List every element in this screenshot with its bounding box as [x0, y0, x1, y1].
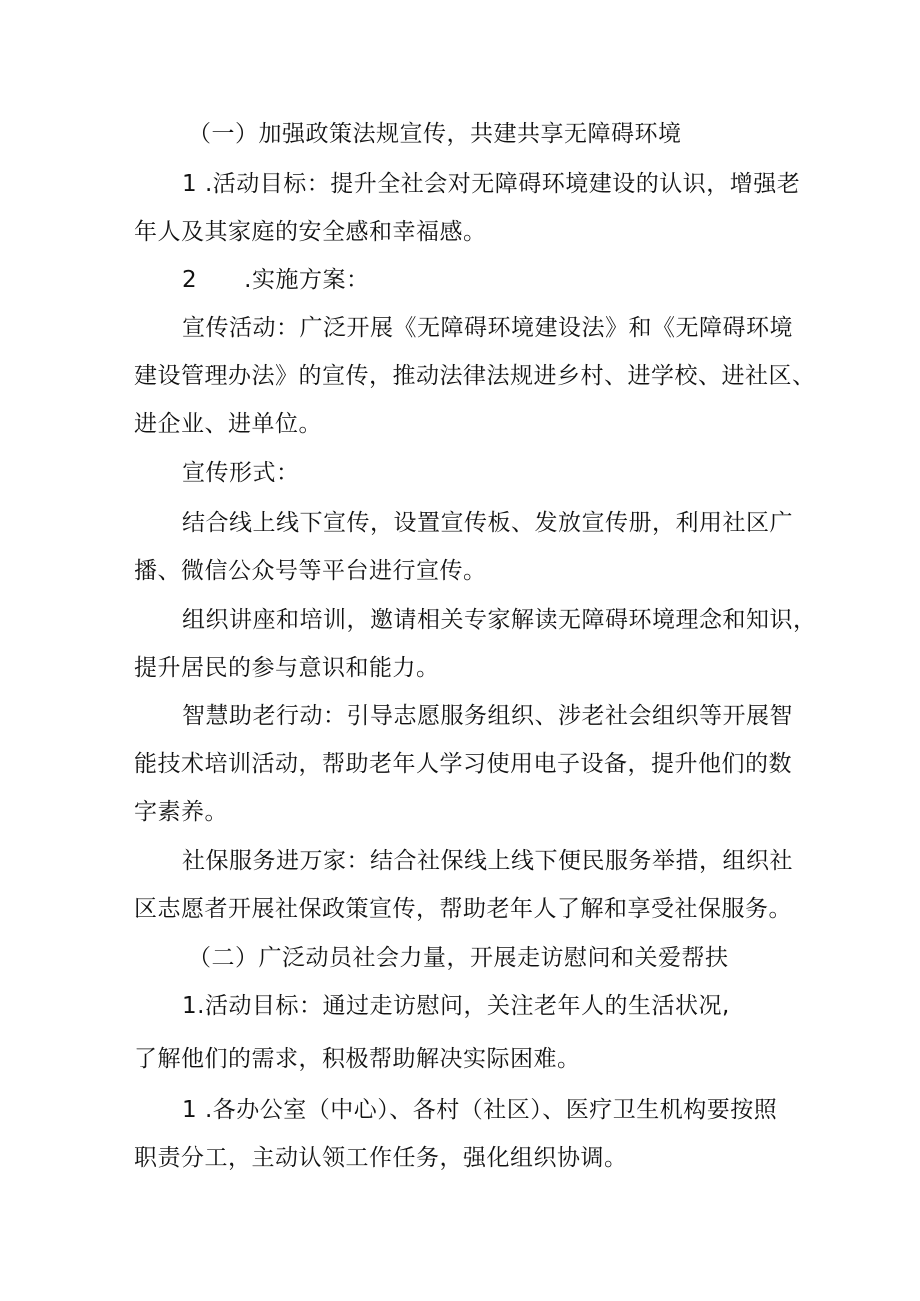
paragraph-line: 进企业、进单位。: [134, 411, 322, 437]
paragraph-line: 结合线上线下宣传，设置宣传板、发放宣传册，利用社区广: [182, 510, 793, 536]
paragraph-line: 1 .活动目标：提升全社会对无障碍环境建设的认识，增强老: [182, 171, 801, 197]
paragraph-line: 宣传形式：: [182, 460, 300, 486]
paragraph-line: 1.活动目标：通过走访慰问，关注老年人的生活状况,: [182, 993, 730, 1019]
paragraph-line: 组织讲座和培训，邀请相关专家解读无障碍环境理念和知识，: [182, 607, 817, 633]
paragraph-line: 年人及其家庭的安全感和幸福感。: [134, 219, 487, 245]
paragraph-line: 2 .实施方案：: [182, 267, 370, 293]
paragraph-line: 字素养。: [134, 799, 228, 825]
paragraph-line: 职责分工，主动认领工作任务，强化组织协调。: [134, 1145, 628, 1171]
section-heading-2: （二）广泛动员社会力量，开展走访慰问和关爱帮扶: [188, 945, 729, 971]
paragraph-line: 能技术培训活动，帮助老年人学习使用电子设备，提升他们的数: [134, 751, 792, 777]
paragraph-line: 智慧助老行动：引导志愿服务组织、涉老社会组织等开展智: [182, 703, 793, 729]
paragraph-line: 区志愿者开展社保政策宣传，帮助老年人了解和享受社保服务。: [134, 896, 792, 922]
section-heading-1: （一）加强政策法规宣传，共建共享无障碍环境: [188, 121, 682, 147]
paragraph-line: 建设管理办法》的宣传，推动法律法规进乡村、进学校、进社区、: [134, 363, 816, 389]
paragraph-line: 了解他们的需求，积极帮助解决实际困难。: [134, 1046, 581, 1072]
paragraph-line: 1 .各办公室（中心）、各村（社区）、医疗卫生机构要按照: [182, 1097, 778, 1123]
paragraph-line: 提升居民的参与意识和能力。: [134, 655, 440, 681]
paragraph-line: 播、微信公众号等平台进行宣传。: [134, 558, 487, 584]
paragraph-line: 社保服务进万家：结合社保线上线下便民服务举措，组织社: [182, 848, 793, 874]
paragraph-line: 宣传活动：广泛开展《无障碍环境建设法》和《无障碍环境: [182, 315, 793, 341]
